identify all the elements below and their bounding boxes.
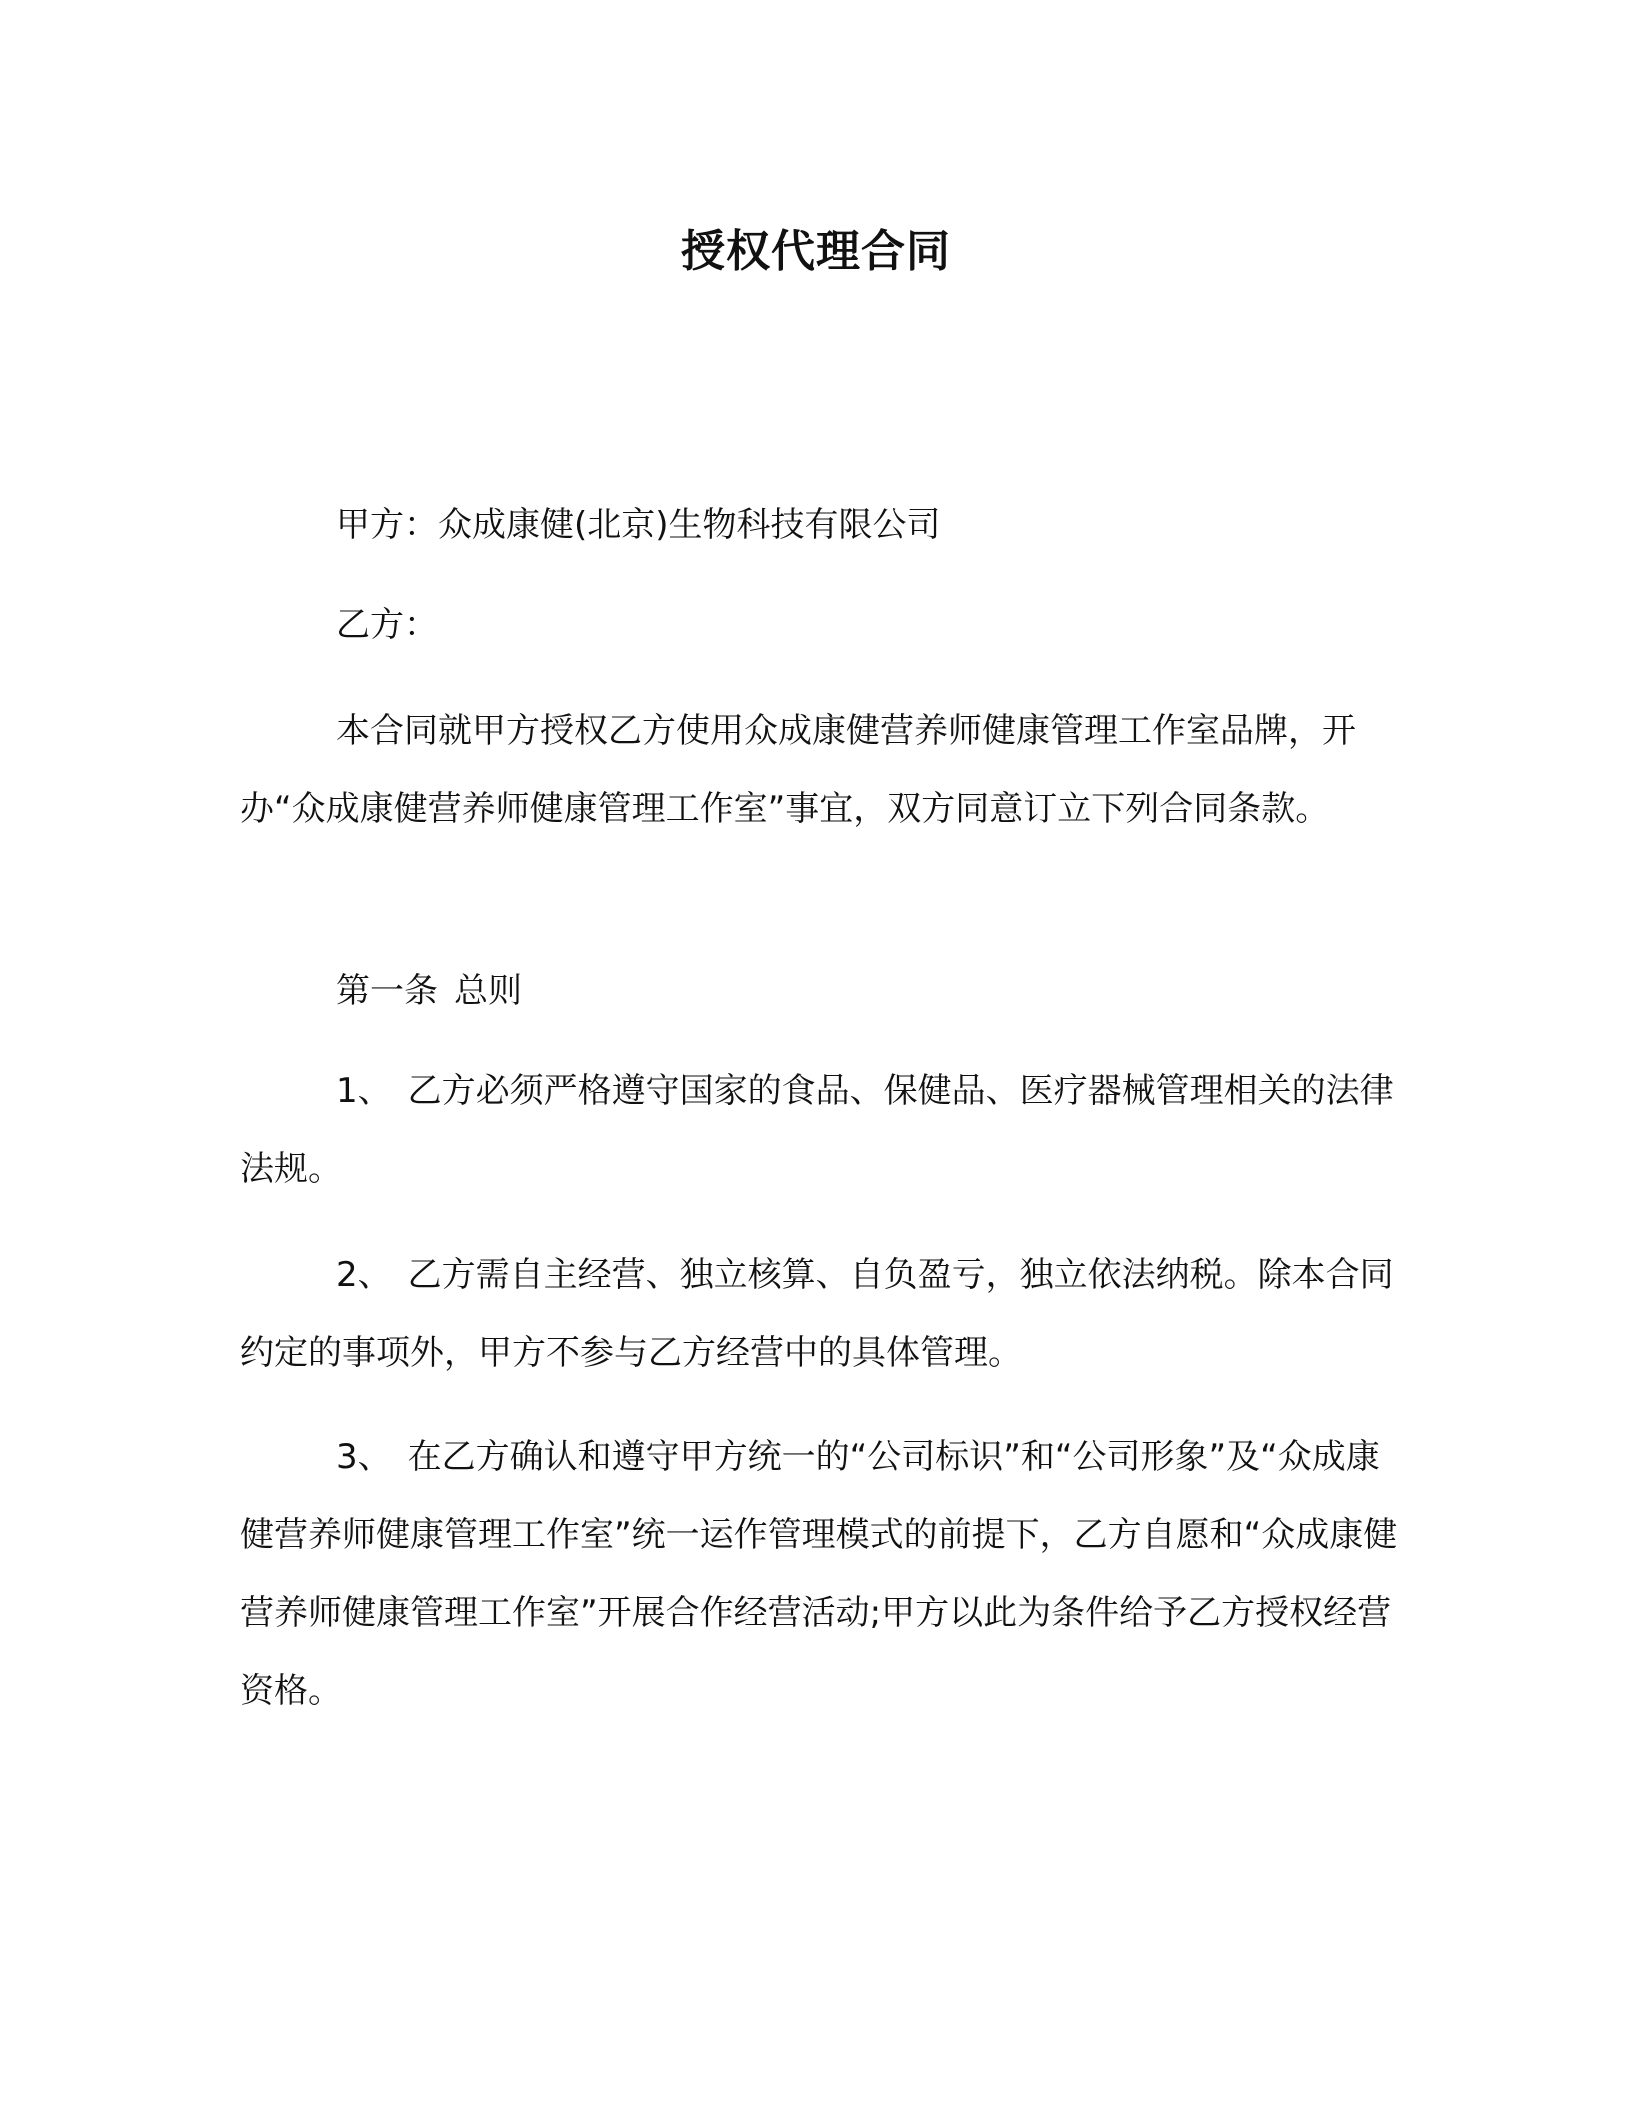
party-a-name: 众成康健(北京)生物科技有限公司 xyxy=(438,505,941,545)
document-title: 授权代理合同 xyxy=(681,226,951,277)
intro-paragraph: 本合同就甲方授权乙方使用众成康健营养师健康管理工作室品牌，开办“众成康健营养师健康管理工作室”事宜，双方同意订立下列合同条款。 xyxy=(240,711,1356,829)
party-b-label: 乙方： xyxy=(336,605,438,645)
clause-text: 在乙方确认和遵守甲方统一的“公司标识”和“公司形象”及“众成康健营养师健康管理工作室”统一运作管理模式的前提下，乙方自愿和“众成康健营养师健康管理工作室”开展合作经营活动;甲方以此为条件给予乙方授权经营资格。 xyxy=(240,1437,1398,1711)
clause-text: 乙方需自主经营、独立核算、自负盈亏，独立依法纳税。除本合同约定的事项外，甲方不参与乙方经营中的具体管理。 xyxy=(240,1255,1394,1373)
clause-item-2 xyxy=(240,1236,1400,1392)
clause-number: 2、 xyxy=(336,1255,392,1295)
party-a-line xyxy=(240,486,1400,564)
clause-number: 1、 xyxy=(336,1071,392,1111)
clause-item-3 xyxy=(240,1418,1400,1730)
party-b-line xyxy=(240,586,1400,664)
clause-text: 乙方必须严格遵守国家的食品、保健品、医疗器械管理相关的法律法规。 xyxy=(240,1071,1394,1189)
section-number: 第一条 xyxy=(336,971,438,1011)
clause-number: 3、 xyxy=(336,1437,392,1477)
section-heading xyxy=(240,952,1400,1030)
section-title: 总则 xyxy=(454,971,522,1011)
party-a-label: 甲方： xyxy=(336,505,438,545)
clause-item-1 xyxy=(240,1052,1400,1208)
